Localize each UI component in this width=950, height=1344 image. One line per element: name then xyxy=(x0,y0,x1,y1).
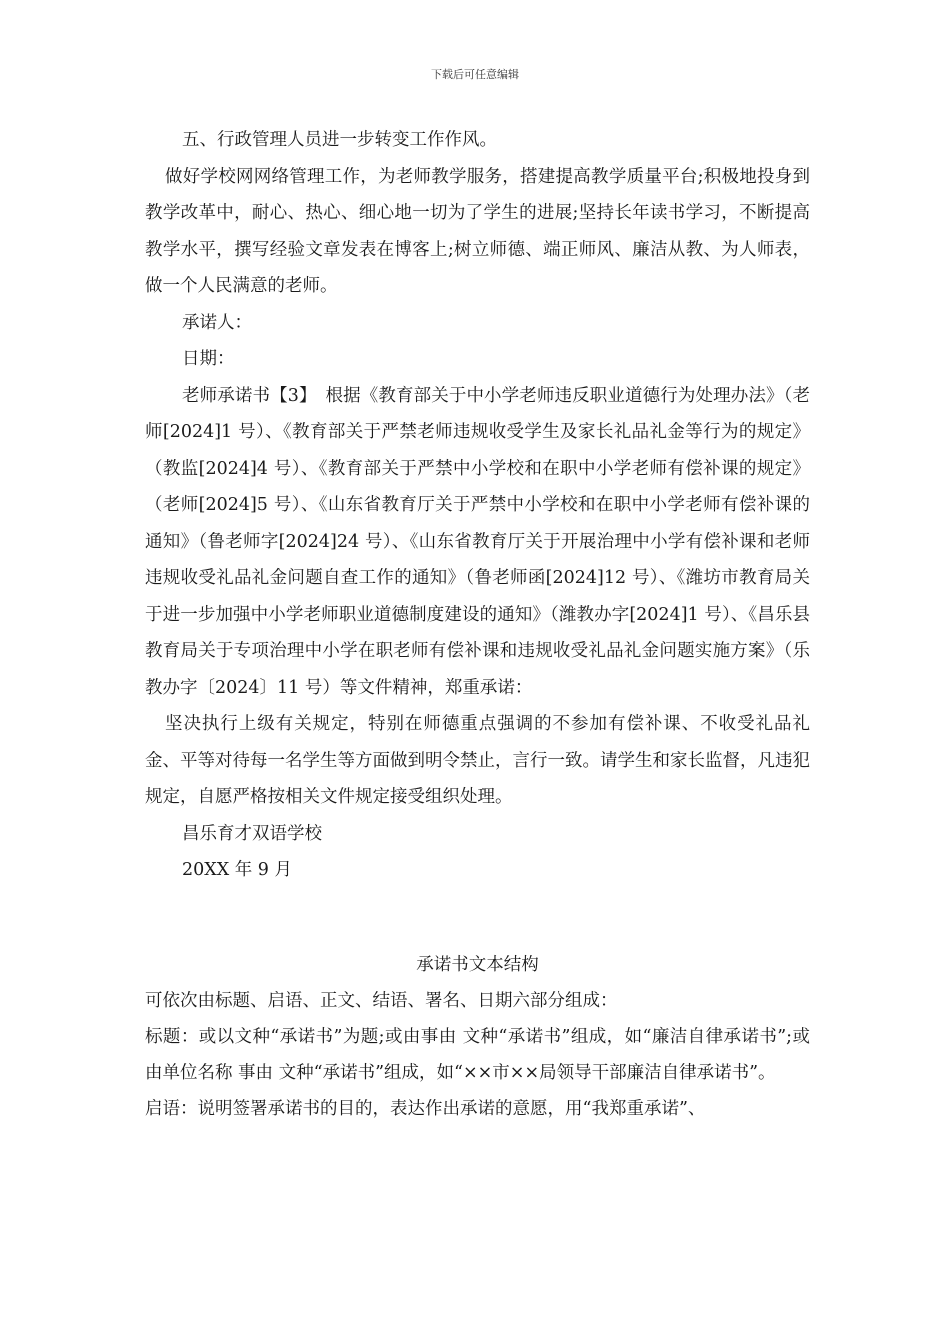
section-spacer xyxy=(145,889,810,947)
page-header: 下载后可任意编辑 xyxy=(431,68,519,81)
title-description: 标题：或以文种“承诺书”为题;或由事由 文种“承诺书”组成，如“廉洁自律承诺书”;或由单位名称 事由 文种“承诺书”组成，如“××市××局领导干部廉洁自律承诺书”。 xyxy=(145,1026,810,1083)
commitment-paragraph: 坚决执行上级有关规定，特别在师德重点强调的不参加有偿补课、不收受礼品礼金、平等对待每一名学生等方面做到明令禁止，言行一致。请学生和家长监督，凡违犯规定，自愿严格按相关文件规定接受组织处理。 xyxy=(145,714,810,807)
date-label: 日期： xyxy=(182,349,235,369)
signer-label: 承诺人： xyxy=(182,312,252,333)
commitment-letter-paragraph: 老师承诺书【3】 根据《教育部关于中小学老师违反职业道德行为处理办法》（老师[2024]1 号）、《教育部关于严禁老师违规收受学生及家长礼品礼金等行为的规定》（教监[2024]4 号）、《教育部关于严禁中小学校和在职中小学老师有偿补课的规定》（老师[2024]5 号）、《山东省教育厅关于严禁中小学校和在职中小学老师有偿补课的通知》（鲁老师字[2024]24 号）、《山东省教育厅关于开展治理中小学有偿补课和老师违规收受礼品礼金问题自查工作的通知》（鲁老师函[2024]12 号）、《潍坊市教育局关于进一步加强中小学老师职业道德制度建设的通知》（潍教办字[2024]1 号）、《昌乐县教育局关于专项治理中小学在职老师有偿补课和违规收受礼品礼金问题实施方案》（乐教办字〔2024〕11 号）等文件精神，郑重承诺： xyxy=(145,385,810,698)
opening-description: 启语：说明签署承诺书的目的，表达作出承诺的意愿，用“我郑重承诺”、 xyxy=(145,1098,706,1119)
body-paragraph: 做好学校网网络管理工作，为老师教学服务，搭建提高教学质量平台;积极地投身到教学改革中，耐心、热心、细心地一切为了学生的进展;坚持长年读书学习，不断提高教学水平，撰写经验文章发表在博客上;树立师德、端正师风、廉洁从教、为人师表，做一个人民满意的老师。 xyxy=(145,166,810,296)
section-heading: 五、行政管理人员进一步转变工作作风。 xyxy=(182,130,497,150)
school-name: 昌乐育才双语学校 xyxy=(182,823,322,844)
section-title: 承诺书文本结构 xyxy=(416,954,539,975)
signature-date: 20XX 年 9 月 xyxy=(182,860,293,880)
structure-intro: 可依次由标题、启语、正文、结语、署名、日期六部分组成： xyxy=(145,990,618,1011)
document-body xyxy=(145,122,810,1127)
